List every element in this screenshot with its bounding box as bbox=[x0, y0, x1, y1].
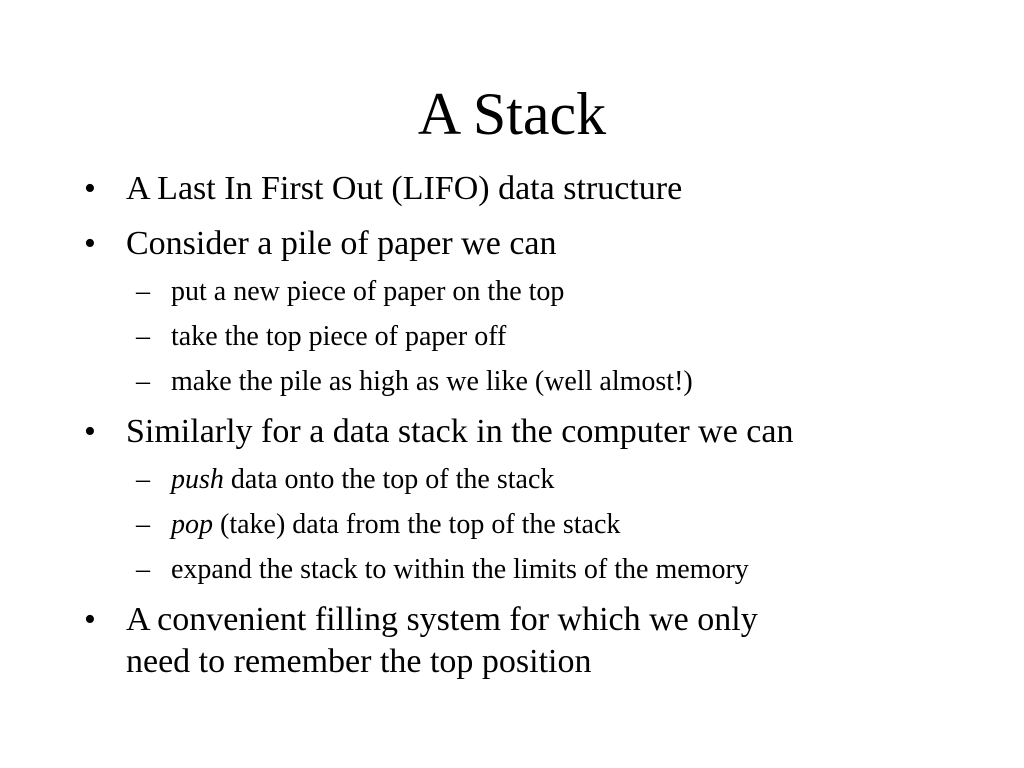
bullet-marker: • bbox=[84, 413, 96, 450]
sub-text: take the top piece of paper off bbox=[171, 321, 507, 352]
sub-item-put-paper bbox=[84, 274, 964, 310]
sub-item-push bbox=[84, 462, 964, 498]
sub-marker: – bbox=[136, 366, 150, 397]
sub-text: (take) data from the top of the stack bbox=[213, 509, 621, 540]
bullet-item-pile-of-paper bbox=[84, 223, 964, 265]
sub-marker: – bbox=[136, 321, 150, 352]
slide-title: A Stack bbox=[417, 81, 607, 147]
sub-item-take-paper bbox=[84, 319, 964, 355]
bullet-marker: • bbox=[84, 170, 96, 207]
sub-marker: – bbox=[136, 276, 150, 307]
bullet-item-data-stack bbox=[84, 411, 964, 453]
bullet-list bbox=[84, 168, 964, 683]
bullet-item-lifo bbox=[84, 168, 964, 210]
bullet-text-line-2: need to remember the top position bbox=[126, 643, 592, 680]
bullet-marker: • bbox=[84, 225, 96, 262]
sub-item-expand bbox=[84, 552, 964, 588]
bullet-text: Similarly for a data stack in the computer we can bbox=[126, 413, 794, 450]
sub-item-pile-high bbox=[84, 364, 964, 400]
bullet-text-line-1: A convenient filling system for which we only bbox=[126, 601, 758, 638]
bullet-item-filing-system bbox=[84, 599, 964, 683]
sub-item-pop bbox=[84, 507, 964, 543]
sub-marker: – bbox=[136, 554, 150, 585]
push-term: push bbox=[171, 464, 224, 495]
sub-text: put a new piece of paper on the top bbox=[171, 276, 565, 307]
sub-text: expand the stack to within the limits of the memory bbox=[171, 554, 749, 585]
bullet-marker: • bbox=[84, 601, 96, 638]
sub-text: make the pile as high as we like (well almost!) bbox=[171, 366, 693, 397]
sub-marker: – bbox=[136, 464, 150, 495]
sub-marker: – bbox=[136, 509, 150, 540]
sub-text: data onto the top of the stack bbox=[223, 464, 555, 495]
bullet-text: Consider a pile of paper we can bbox=[126, 225, 557, 262]
bullet-text: A Last In First Out (LIFO) data structure bbox=[126, 170, 683, 207]
pop-term: pop bbox=[171, 509, 213, 540]
